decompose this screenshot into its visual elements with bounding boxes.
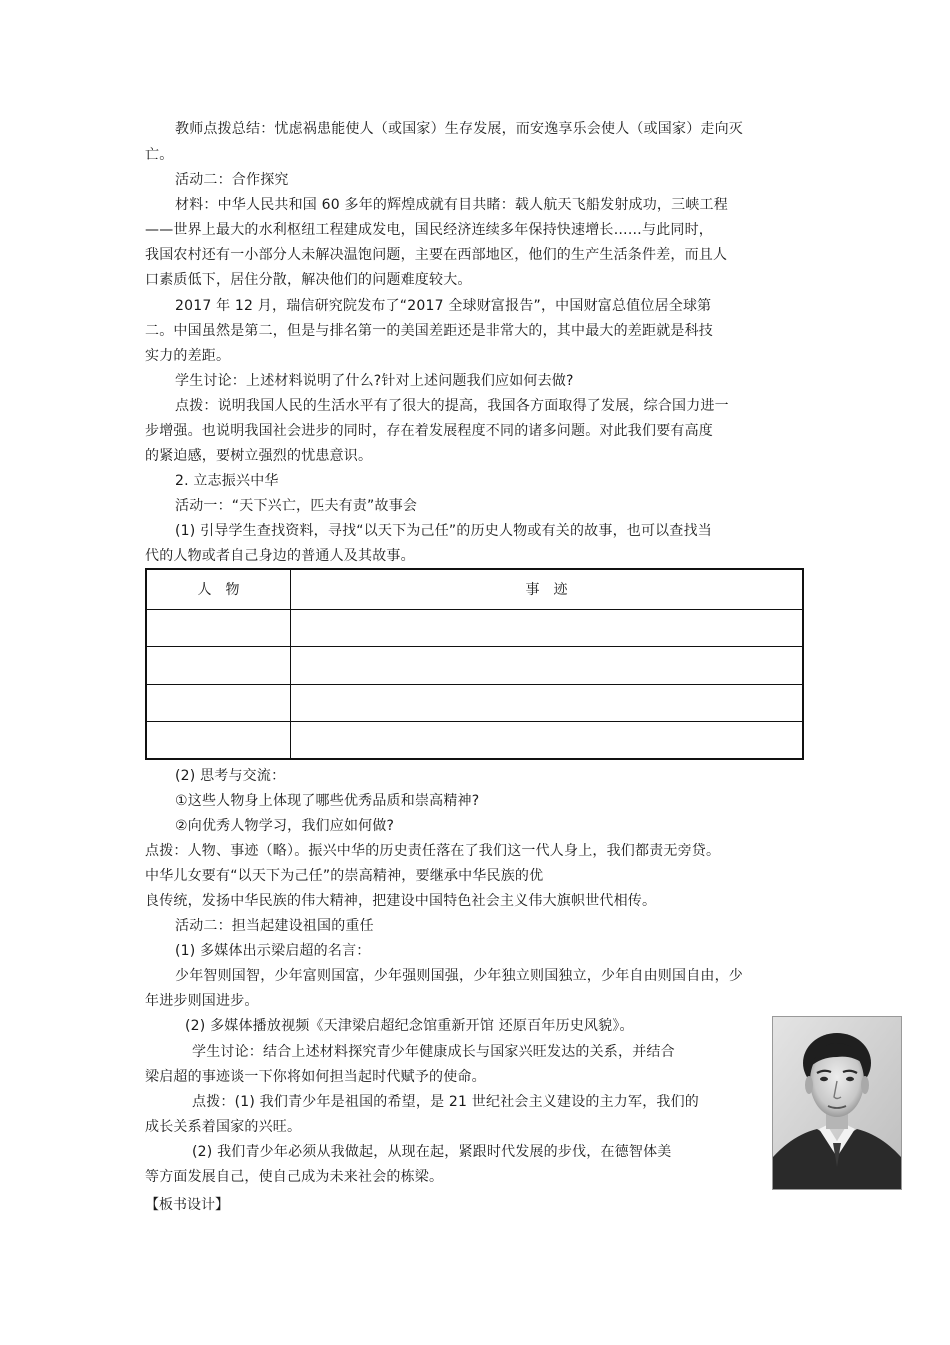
text-line: 二。中国虽然是第二，但是与排名第一的美国差距还是非常大的，其中最大的差距就是科技 xyxy=(145,323,713,339)
text-line: 等方面发展自己，使自己成为未来社会的栋梁。 xyxy=(145,1169,444,1185)
table-cell xyxy=(146,722,291,759)
text-line: (2) 我们青少年必须从我做起，从现在起，紧跟时代发展的步伐，在德智体美 xyxy=(192,1144,672,1160)
table-cell xyxy=(146,684,291,721)
text-line: 活动二：担当起建设祖国的重任 xyxy=(175,918,374,934)
text-line: 年进步则国进步。 xyxy=(145,993,259,1009)
text-line: 少年智则国智，少年富则国富，少年强则国强，少年独立则国独立，少年自由则国自由，少 xyxy=(175,968,743,984)
table-header-row xyxy=(146,569,803,609)
text-line: 良传统，发扬中华民族的伟大精神，把建设中国特色社会主义伟大旗帜世代相传。 xyxy=(145,893,657,909)
table-cell xyxy=(291,684,804,721)
text-line: 材料：中华人民共和国 60 多年的辉煌成就有目共睹：载人航天飞船发射成功，三峡工程 xyxy=(175,197,728,213)
text-line: (2) 思考与交流： xyxy=(175,768,286,784)
table-cell xyxy=(291,609,804,646)
table-row xyxy=(146,684,803,721)
text-line: 我国农村还有一小部分人未解决温饱问题，主要在西部地区，他们的生产生活条件差，而且人 xyxy=(145,247,728,263)
text-line: 点拨：人物、事迹（略）。振兴中华的历史责任落在了我们这一代人身上，我们都责无旁贷。 xyxy=(145,843,721,859)
text-line: 梁启超的事迹谈一下你将如何担当起时代赋予的使命。 xyxy=(145,1069,486,1085)
text-line: 中华儿女要有“以天下为己任”的崇高精神，要继承中华民族的优 xyxy=(145,868,544,884)
table-row xyxy=(146,647,803,684)
text-line: 活动二：合作探究 xyxy=(175,172,289,188)
text-line: 成长关系着国家的兴旺。 xyxy=(145,1119,302,1135)
table-row xyxy=(146,609,803,646)
people-deeds-table xyxy=(145,568,804,760)
text-line: ——世界上最大的水利枢纽工程建成发电，国民经济连续多年保持快速增长……与此同时， xyxy=(145,222,713,238)
text-line: 教师点拨总结：忧虑祸患能使人（或国家）生存发展，而安逸享乐会使人（或国家）走向灭 xyxy=(175,121,743,137)
text-line: 步增强。也说明我国社会进步的同时，存在着发展程度不同的诸多问题。对此我们要有高度 xyxy=(145,423,713,439)
section-heading: 2. 立志振兴中华 xyxy=(175,473,279,489)
table-cell xyxy=(146,647,291,684)
portrait-photo-icon xyxy=(772,1016,902,1190)
text-line: (2) 多媒体播放视频《天津梁启超纪念馆重新开馆 还原百年历史风貌》。 xyxy=(185,1018,634,1034)
text-line: ①这些人物身上体现了哪些优秀品质和崇高精神? xyxy=(175,793,480,809)
header-deeds: 事 迹 xyxy=(291,569,804,609)
board-design-heading: 【板书设计】 xyxy=(145,1197,229,1213)
table-cell xyxy=(146,609,291,646)
text-line: 活动一：“天下兴亡，匹夫有责”故事会 xyxy=(175,498,418,514)
text-line: 学生讨论：结合上述材料探究青少年健康成长与国家兴旺发达的关系，并结合 xyxy=(192,1044,675,1060)
text-line: (1) 引导学生查找资料，寻找“以天下为己任”的历史人物或有关的故事，也可以查找当 xyxy=(175,523,712,539)
text-line: (1) 多媒体出示梁启超的名言： xyxy=(175,943,371,959)
text-line: 代的人物或者自己身边的普通人及其故事。 xyxy=(145,548,415,564)
text-line: 点拨：(1) 我们青少年是祖国的希望，是 21 世纪社会主义建设的主力军，我们的 xyxy=(192,1094,699,1110)
table-cell xyxy=(291,722,804,759)
text-line: 亡。 xyxy=(145,147,174,163)
text-line: 点拨：说明我国人民的生活水平有了很大的提高，我国各方面取得了发展，综合国力进一 xyxy=(175,398,729,414)
text-line: 口素质低下，居住分散，解决他们的问题难度较大。 xyxy=(145,272,472,288)
table-cell xyxy=(291,647,804,684)
text-line: 实力的差距。 xyxy=(145,348,231,364)
text-line: ②向优秀人物学习，我们应如何做? xyxy=(175,818,395,834)
header-person: 人 物 xyxy=(146,569,291,609)
text-line: 学生讨论：上述材料说明了什么?针对上述问题我们应如何去做? xyxy=(175,373,574,389)
table-row xyxy=(146,722,803,759)
text-line: 2017 年 12 月，瑞信研究院发布了“2017 全球财富报告”，中国财富总值位居全球第 xyxy=(175,298,712,314)
text-line: 的紧迫感，要树立强烈的忧患意识。 xyxy=(145,448,373,464)
